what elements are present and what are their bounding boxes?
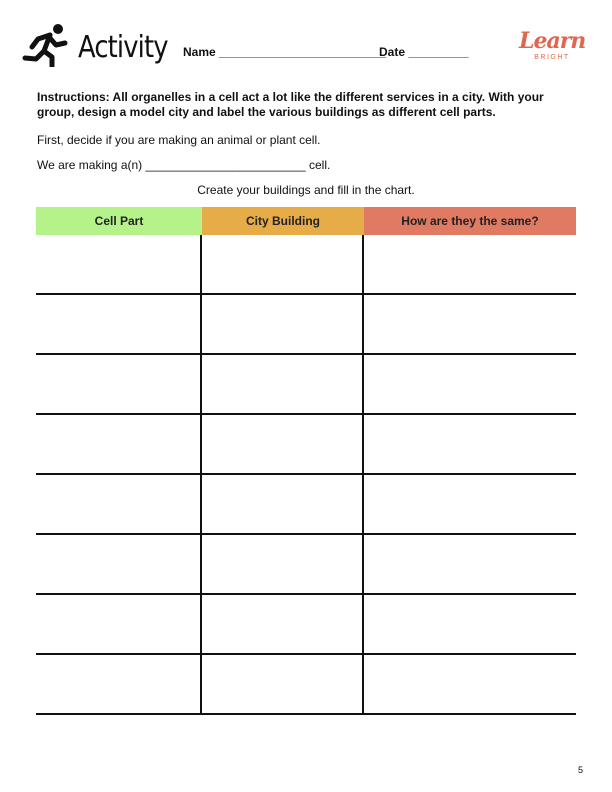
how-same-cell[interactable] <box>364 235 576 293</box>
cell-part-cell[interactable] <box>36 415 202 473</box>
how-same-cell[interactable] <box>364 355 576 413</box>
city-building-cell[interactable] <box>202 295 364 353</box>
table-row <box>36 355 576 415</box>
how-same-cell[interactable] <box>364 595 576 653</box>
name-field[interactable]: Name _________________________ <box>183 45 386 59</box>
chart-intro: Create your buildings and fill in the chart. <box>197 183 415 197</box>
cell-part-cell[interactable] <box>36 595 202 653</box>
table-row <box>36 655 576 715</box>
how-same-cell[interactable] <box>364 475 576 533</box>
logo-main-text: Learn <box>519 28 586 54</box>
cell-part-cell[interactable] <box>36 655 202 713</box>
cell-part-cell[interactable] <box>36 355 202 413</box>
how-same-cell[interactable] <box>364 295 576 353</box>
chart-header-row <box>36 207 576 235</box>
date-field[interactable]: Date _________ <box>379 45 469 59</box>
table-row <box>36 295 576 355</box>
table-row <box>36 235 576 295</box>
city-building-cell[interactable] <box>202 475 364 533</box>
cell-part-cell[interactable] <box>36 235 202 293</box>
logo-sub-text: BRIGHT <box>534 54 570 61</box>
page-number: 5 <box>578 765 584 775</box>
how-same-cell[interactable] <box>364 535 576 593</box>
city-building-cell[interactable] <box>202 235 364 293</box>
cell-part-cell[interactable] <box>36 535 202 593</box>
table-row <box>36 475 576 535</box>
step-cell-type-blank[interactable]: We are making a(n) ________________________ cell. <box>37 158 331 172</box>
instructions-text: Instructions: All organelles in a cell act a lot like the different services in a city. With your group, design a model city and label the various buildings as different cell parts. <box>37 90 544 119</box>
table-row <box>36 535 576 595</box>
running-person-icon <box>22 23 70 67</box>
city-building-cell[interactable] <box>202 655 364 713</box>
city-building-cell[interactable] <box>202 415 364 473</box>
how-same-cell[interactable] <box>364 415 576 473</box>
cell-part-cell[interactable] <box>36 475 202 533</box>
cell-part-cell[interactable] <box>36 295 202 353</box>
page-title: Activity <box>78 30 168 65</box>
step-choose-cell: First, decide if you are making an animal or plant cell. <box>37 133 321 147</box>
how-same-cell[interactable] <box>364 655 576 713</box>
table-row <box>36 595 576 655</box>
table-row <box>36 415 576 475</box>
learn-bright-logo <box>519 30 585 61</box>
header-city-building: City Building <box>202 207 364 235</box>
city-building-cell[interactable] <box>202 535 364 593</box>
city-building-cell[interactable] <box>202 595 364 653</box>
header-cell-part: Cell Part <box>36 207 202 235</box>
header-how-same: How are they the same? <box>364 207 576 235</box>
cell-city-chart <box>36 207 576 715</box>
city-building-cell[interactable] <box>202 355 364 413</box>
